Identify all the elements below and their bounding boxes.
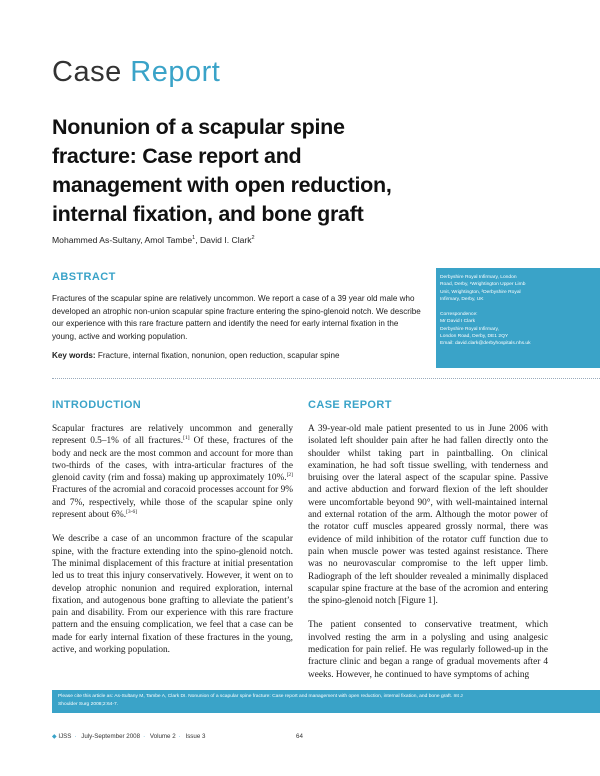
- introduction-heading: INTRODUCTION: [52, 399, 142, 411]
- citation-box: [52, 690, 600, 713]
- affiliation-line: Road, Derby, ¹Wrightington Upper Limb: [440, 282, 526, 288]
- correspondence-lines: [440, 311, 596, 347]
- citation-line: Shoulder Surg 2008;2:64-7.: [58, 702, 119, 707]
- header-word-case: Case: [52, 56, 122, 88]
- section-divider: [52, 378, 600, 379]
- author-list: Mohammed As-Sultany, Amol Tambe$^1$, David I. Clark$^2$: [52, 235, 255, 245]
- author-affiliation-marker: 2: [251, 235, 255, 242]
- introduction-column: [52, 423, 293, 656]
- keywords: [52, 351, 424, 360]
- case-report-paragraph: The patient consented to conservative treatment, which involved resting the arm in a polysling and using analgesic medication for pain relief. He was regularly followed-up in the fracture clinic and began a range of gradual movements after 4 weeks. However, he continued to have symptoms of aching: [308, 620, 548, 680]
- correspondence-line: London Road, Derby, DE1 2QY: [440, 334, 509, 340]
- case-report-column: [308, 423, 548, 681]
- author-name: David I. Clark: [199, 235, 252, 245]
- intro-text: Scapular fractures are relatively uncommon and generally represent 0.5–1% of all fractures.: [52, 424, 293, 447]
- header-word-report: Report: [130, 56, 221, 88]
- keywords-label: Key words:: [52, 351, 96, 360]
- article-title: Nonunion of a scapular spine fracture: Case report and management with open reduction, internal fixation, and bone graft: [52, 115, 392, 226]
- page-footer: ◆ IJSS · July-September 2008 · Volume 2 · Issue 3: [52, 733, 206, 740]
- introduction-paragraph: We describe a case of an uncommon fracture of the scapular spine, with the fracture extending into the spino-glenoid notch. The minimal displacement of this fracture at initial presentation led us to treat this injury conservatively. However, it went on to develop atrophic nonunion and required exploration, internal fixation, and autogenous bone grafting to alleviate the patient’s pain and disability. From our experience with this rare fracture pattern and the ensuing complication, we feel that a case can be made for early internal fixation of these fractures in the young, active, and working population.: [52, 534, 293, 656]
- page-number: 64: [296, 733, 303, 740]
- diamond-icon: ◆: [52, 734, 57, 740]
- reference-marker: [2]: [286, 472, 293, 479]
- footer-journal: IJSS: [58, 733, 72, 740]
- abstract-heading: ABSTRACT: [52, 271, 116, 283]
- section-header: [52, 56, 220, 89]
- affiliation-lines: [440, 274, 596, 303]
- affiliation-line: Infirmary, Derby, UK: [440, 296, 484, 302]
- correspondence-line: Derbyshire Royal Infirmary,: [440, 326, 499, 332]
- citation-line: Please cite this article as: As-Sultany M, Tambe A, Clark DI. Nonunion of a scapular spine fracture: Case report and management with open reduction, internal fixation, and bone graft. Int J: [58, 694, 463, 699]
- footer-volume: Volume 2: [149, 733, 176, 740]
- correspondence-line: Email: david.clark@derbyhospitals.nhs.uk: [440, 341, 531, 347]
- footer-issue: Issue 3: [185, 733, 206, 740]
- introduction-paragraph: [52, 423, 293, 521]
- author-affiliation-marker: 1: [192, 235, 196, 242]
- intro-text: Of these, fractures of the body and neck are the most common and account for more than two-thirds of the cases, with intra-articular fractures of the glenoid cavity (rim and fossa) making up approximately 10%.: [52, 436, 294, 484]
- intro-text: Fractures of the acromial and coracoid processes account for 9% and 7%, respectively, while those of the scapular spine only represent about 6%.: [52, 485, 293, 521]
- correspondence-line: Mr David I Clark: [440, 319, 476, 325]
- footer-date: July-September 2008: [81, 733, 141, 740]
- keywords-list: Fracture, internal fixation, nonunion, open reduction, scapular spine: [97, 351, 340, 360]
- case-report-heading: CASE REPORT: [308, 399, 392, 411]
- reference-marker: [1]: [183, 435, 190, 442]
- author-name: Mohammed As-Sultany: [52, 235, 141, 245]
- affiliation-line: Derbyshire Royal Infirmary, London: [440, 275, 517, 280]
- affiliation-box: [436, 268, 600, 368]
- correspondence-line: Correspondence:: [440, 312, 478, 318]
- case-report-paragraph: A 39-year-old male patient presented to us in June 2006 with isolated left shoulder pain after he had fallen directly onto the shoulder whilst taking part in paintballing. On clinical examination, he had soft tissue swelling, with tenderness and bruising over the lateral aspect of the scapular spine. Passive and active abduction and forward flexion of the left shoulder were uncomfortable beyond 90°, with well-maintained internal and external rotation of the arm. Although the motor power of the rotator cuff muscles appeared grossly normal, there was evidence of mild inhibition of the rotator cuff function due to pain when muscle power was tested against resistance. There was no neurovascular compromise to the left upper limb. Radiograph of the left shoulder revealed a minimally displaced scapular spine fracture at the base of the acromion and entering the spino-glenoid notch [Figure 1].: [308, 424, 548, 607]
- abstract-text: Fractures of the scapular spine are relatively uncommon. We report a case of a 39 year old male who developed an atrophic non-union scapular spine fracture entering the spino-glenoid notch. We describe our experience with this rare fracture pattern and identify the need for early internal fixation in the young, active and working population.: [52, 294, 421, 341]
- affiliation-line: Unit, Wrightington, ²Derbyshire Royal: [440, 289, 521, 295]
- reference-marker: [3-6]: [126, 508, 138, 515]
- author-name: Amol Tambe: [144, 235, 193, 245]
